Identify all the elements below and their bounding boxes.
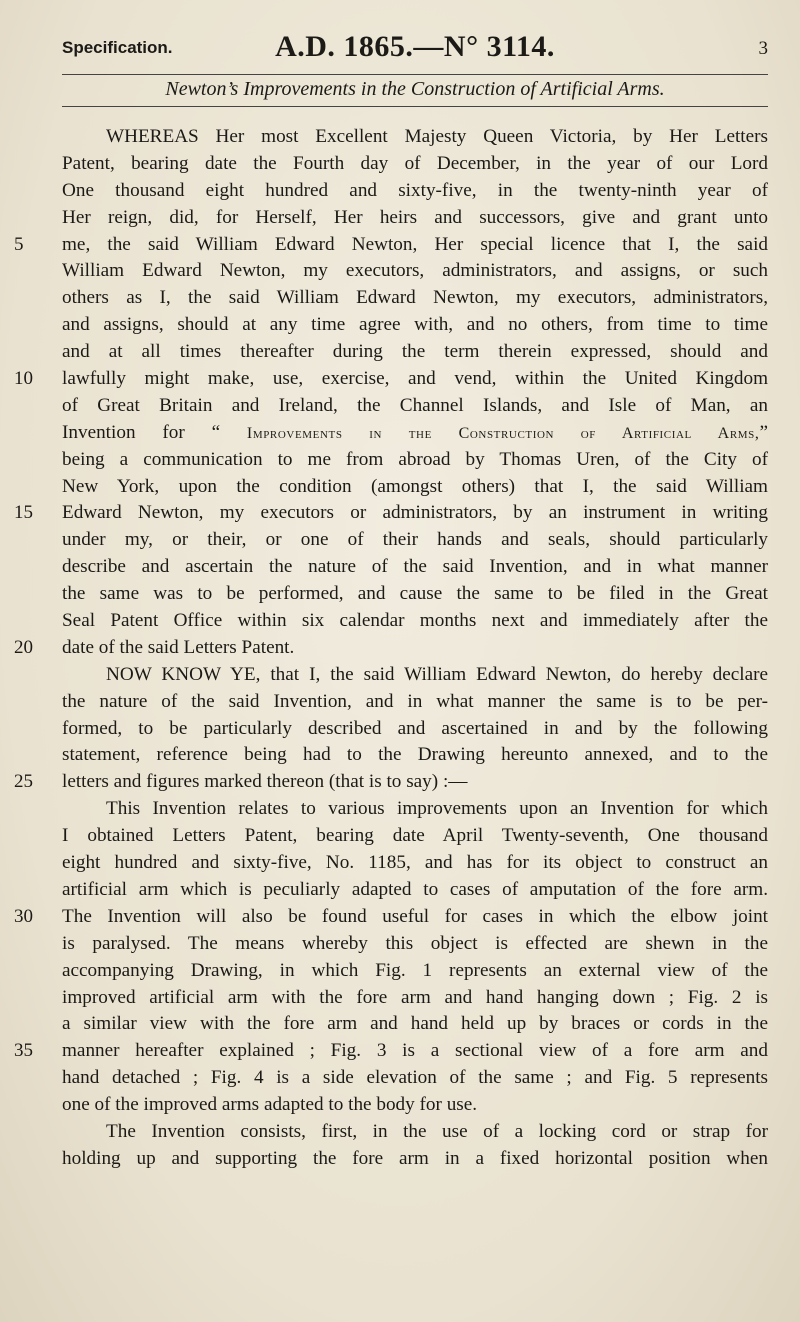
line-text: I obtained Letters Patent, bearing date April Twenty-seventh, One thousand (62, 825, 768, 847)
text-line (62, 312, 768, 339)
text-line (14, 1038, 768, 1065)
line-text: One thousand eight hundred and sixty-five, in the twenty-ninth year of (62, 179, 768, 201)
line-text: statement, reference being had to the Drawing hereunto annexed, and to the (62, 744, 768, 766)
line-text: being a communication to me from abroad by Thomas Uren, of the City of (62, 448, 768, 470)
line-number: 30 (14, 905, 33, 927)
line-number: 35 (14, 1040, 33, 1062)
line-number: 20 (14, 636, 33, 658)
text-line (14, 904, 768, 931)
line-text: and at all times thereafter during the term therein expressed, should and (62, 341, 768, 363)
line-text: others as I, the said William Edward Newton, my executors, administrators, (62, 287, 768, 309)
line-text: William Edward Newton, my executors, administrators, and assigns, or such (62, 260, 768, 282)
text-line (62, 796, 768, 823)
text-line (62, 1011, 768, 1038)
line-text: This Invention relates to various improvements upon an Invention for which (106, 798, 768, 820)
line-text: under my, or their, or one of their hands and seals, should particularly (62, 529, 768, 551)
text-line (62, 178, 768, 205)
line-text: improved artificial arm with the fore arm and hand hanging down ; Fig. 2 is (62, 986, 768, 1008)
text-line (14, 232, 768, 259)
line-text: letters and figures marked thereon (that is to say) :— (62, 771, 468, 793)
line-text: and assigns, should at any time agree with, and no others, from time to time (62, 314, 768, 336)
text-line (14, 769, 768, 796)
text-line (62, 985, 768, 1012)
line-text: Invention for “ Improvements in the Construction of Artificial Arms,” (62, 421, 768, 443)
text-line (62, 662, 768, 689)
text-line (62, 931, 768, 958)
text-line (62, 258, 768, 285)
text-line (62, 716, 768, 743)
text-line (62, 581, 768, 608)
line-text: NOW KNOW YE, that I, the said William Edward Newton, do hereby declare (106, 663, 768, 685)
line-text: Seal Patent Office within six calendar months next and immediately after the (62, 610, 768, 632)
line-text: Her reign, did, for Herself, Her heirs and successors, give and grant unto (62, 206, 768, 228)
text-line (62, 1146, 768, 1173)
text-line (62, 1065, 768, 1092)
specification-label: Specification. (62, 38, 173, 57)
page-number: 3 (758, 38, 768, 59)
text-line (62, 474, 768, 501)
line-text: accompanying Drawing, in which Fig. 1 represents an external view of the (62, 959, 768, 981)
text-line (62, 124, 768, 151)
line-text: one of the improved arms adapted to the body for use. (62, 1094, 478, 1116)
line-text: New York, upon the condition (amongst others) that I, the said William (62, 475, 768, 497)
text-line (62, 877, 768, 904)
line-text: a similar view with the fore arm and hand held up by braces or cords in the (62, 1013, 768, 1035)
line-number: 5 (14, 233, 24, 255)
line-text: eight hundred and sixty-five, No. 1185, and has for its object to construct an (62, 852, 768, 874)
running-subtitle: Newton’s Improvements in the Construction of Artificial Arms. (165, 78, 665, 100)
line-number: 10 (14, 368, 33, 390)
page-header (62, 30, 768, 70)
header-rule-bottom (62, 106, 768, 107)
text-line (62, 850, 768, 877)
text-line (62, 689, 768, 716)
text-line (62, 393, 768, 420)
line-text: describe and ascertain the nature of the said Invention, and in what manner (62, 556, 768, 578)
patent-title: A.D. 1865.—N° 3114. (275, 30, 555, 63)
line-text: manner hereafter explained ; Fig. 3 is a sectional view of a fore arm and (62, 1040, 768, 1062)
text-line (14, 635, 768, 662)
text-line (62, 339, 768, 366)
line-text: date of the said Letters Patent. (62, 636, 295, 658)
line-text: Patent, bearing date the Fourth day of December, in the year of our Lord (62, 152, 768, 174)
line-text: artificial arm which is peculiarly adapted to cases of amputation of the fore arm. (62, 878, 768, 900)
text-line (62, 447, 768, 474)
text-line (14, 366, 768, 393)
text-line (62, 420, 768, 447)
text-line (62, 608, 768, 635)
text-line (62, 1119, 768, 1146)
line-text: formed, to be particularly described and ascertained in and by the following (62, 717, 768, 739)
text-line (62, 151, 768, 178)
line-text: The Invention consists, first, in the use of a locking cord or strap for (106, 1120, 768, 1142)
line-text: holding up and supporting the fore arm in a fixed horizontal position when (62, 1147, 768, 1169)
line-text: lawfully might make, use, exercise, and vend, within the United Kingdom (62, 368, 768, 390)
line-text: hand detached ; Fig. 4 is a side elevation of the same ; and Fig. 5 represents (62, 1067, 768, 1089)
line-text: Edward Newton, my executors or administrators, by an instrument in writing (62, 502, 768, 524)
text-line (62, 527, 768, 554)
text-line (62, 958, 768, 985)
line-text: me, the said William Edward Newton, Her special licence that I, the said (62, 233, 768, 255)
text-line (62, 742, 768, 769)
text-line (62, 285, 768, 312)
line-text: WHEREAS Her most Excellent Majesty Queen Victoria, by Her Letters (106, 126, 768, 147)
line-number: 15 (14, 502, 33, 524)
text-line (14, 500, 768, 527)
text-line (62, 554, 768, 581)
line-text: the same was to be performed, and cause the same to be filed in the Great (62, 583, 768, 605)
line-text: the nature of the said Invention, and in what manner the same is to be per- (62, 690, 768, 712)
header-rule-top (62, 74, 768, 75)
text-line (62, 823, 768, 850)
line-text: is paralysed. The means whereby this object is effected are shewn in the (62, 932, 768, 954)
text-line (62, 205, 768, 232)
text-line (62, 1092, 768, 1119)
line-text: of Great Britain and Ireland, the Channel Islands, and Isle of Man, an (62, 394, 768, 416)
line-number: 25 (14, 771, 33, 793)
specification-body (14, 124, 768, 1173)
line-text: The Invention will also be found useful for cases in which the elbow joint (62, 905, 768, 927)
